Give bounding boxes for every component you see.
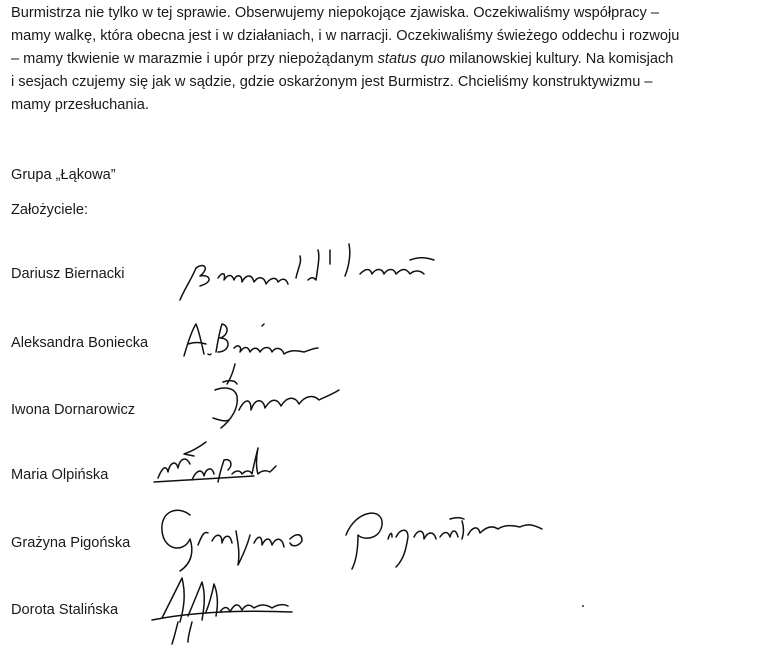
signature-pigonska: [150, 495, 550, 575]
paragraph-line: [11, 48, 751, 71]
paragraph-line: Burmistrza nie tylko w tej sprawie. Obserwujemy niepokojące zjawiska. Oczekiwaliśmy współpracy –: [11, 5, 660, 21]
italic-phrase: status quo: [377, 51, 445, 67]
signer-name: Aleksandra Boniecka: [11, 335, 149, 351]
signer-name: Iwona Dornarowicz: [11, 402, 136, 418]
signer-name: Dariusz Biernacki: [11, 266, 125, 282]
paragraph-line: i sesjach czujemy się jak w sądzie, gdzie oskarżonym jest Burmistrz. Chcieliśmy konstruktywizmu –: [11, 74, 653, 90]
paragraph-line: mamy walkę, która obecna jest i w działaniach, i w narracji. Oczekiwaliśmy świeżego oddechu i rozwoju: [11, 28, 680, 44]
signature-dornarowicz: [195, 360, 355, 435]
paragraph-line: mamy przesłuchania.: [11, 97, 149, 113]
founders-label: Założyciele:: [11, 202, 89, 218]
body-paragraph: [11, 2, 751, 117]
paragraph-text: milanowskiej kultury. Na komisjach: [444, 51, 674, 67]
signer-name: Dorota Stalińska: [11, 602, 119, 618]
group-name: Grupa „Łąkowa”: [11, 167, 116, 183]
paragraph-text: – mamy tkwienie w marazmie i upór przy niepożądanym: [11, 51, 378, 67]
stray-mark: [582, 605, 584, 607]
signature-stalinska: [148, 572, 318, 647]
signature-olpinska: [150, 438, 280, 488]
signature-boniecka: [178, 318, 328, 363]
signature-biernacki: [170, 238, 470, 308]
signer-name: Maria Olpińska: [11, 467, 109, 483]
signer-name: Grażyna Pigońska: [11, 535, 131, 551]
